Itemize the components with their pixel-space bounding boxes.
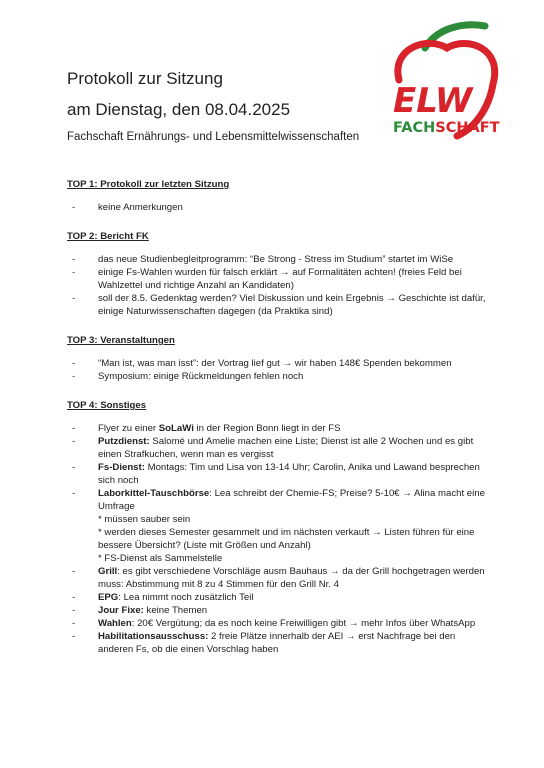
- top-section: [67, 178, 487, 214]
- item-text: : 20€ Vergütung; da es noch keine Freiwilligen gibt → mehr Infos über WhatsApp: [131, 618, 476, 629]
- item-keyword: Habilitationsausschuss:: [98, 631, 209, 642]
- top-item-list: [67, 253, 487, 318]
- list-item: [67, 435, 487, 461]
- top-heading: TOP 2: Bericht FK: [67, 231, 149, 242]
- top-section: [67, 399, 487, 656]
- logo-fach-text: FACH: [393, 120, 436, 136]
- top-heading: TOP 4: Sonstiges: [67, 400, 147, 411]
- list-item: [67, 266, 487, 292]
- list-item: [67, 422, 487, 435]
- list-item: [67, 357, 487, 370]
- list-item: [67, 565, 487, 591]
- logo-schaft-text: SCHAFT: [435, 120, 500, 136]
- item-keyword: Grill: [98, 566, 118, 577]
- item-text: “Man ist, was man isst”: der Vortrag lief gut → wir haben 148€ Spenden bekommen: [98, 358, 452, 369]
- list-item: [67, 487, 487, 565]
- item-text: Salomé und Amelie machen eine Liste; Dienst ist alle 2 Wochen und es gibt einen Strafkuchen, wenn man es vergisst: [98, 436, 474, 460]
- document-title-line1: Protokoll zur Sitzung: [67, 69, 223, 88]
- list-item: [67, 591, 487, 604]
- item-keyword: SoLaWi: [158, 423, 194, 434]
- item-text: das neue Studienbegleitprogramm: “Be Strong - Stress im Studium” startet im WiSe: [98, 254, 454, 265]
- top-section: [67, 230, 487, 318]
- top-item-list: [67, 201, 487, 214]
- top-heading: TOP 3: Veranstaltungen: [67, 335, 175, 346]
- item-keyword: Putzdienst:: [98, 436, 150, 447]
- item-text: Symposium: einige Rückmeldungen fehlen noch: [98, 371, 304, 382]
- item-text: : es gibt verschiedene Vorschläge ausm Bauhaus → da der Grill hochgetragen werden muss: Abstimmung mit 8 zu 4 Stimmen für den Grill Nr. 4: [98, 566, 485, 590]
- item-text: : Lea nimmt noch zusätzlich Teil: [118, 592, 254, 603]
- item-text: soll der 8.5. Gedenktag werden? Viel Diskussion und kein Ergebnis → Geschichte ist dafür, einige Naturwissenschaften dagegen (da Praktika sind): [98, 293, 486, 317]
- item-text: : Lea schreibt der Chemie-FS; Preise? 5-10€ → Alina macht eine Umfrage: [98, 488, 485, 512]
- item-text: Montags: Tim und Lisa von 13-14 Uhr; Carolin, Anika und Lawand besprechen sich noch: [98, 462, 480, 486]
- item-text: 2 freie Plätze innerhalb der AEI → erst Nachfrage bei den anderen Fs, ob die einen Vorschlag haben: [98, 631, 456, 655]
- list-item: [67, 370, 487, 383]
- top-section: [67, 334, 487, 383]
- top-item-list: [67, 357, 487, 383]
- logo-graphic: [385, 18, 503, 140]
- item-text: keine Anmerkungen: [98, 202, 183, 213]
- item-text: keine Themen: [143, 605, 208, 616]
- item-keyword: Laborkittel-Tauschbörse: [98, 488, 210, 499]
- protocol-body: [67, 178, 487, 672]
- list-item: [67, 617, 487, 630]
- list-item: [67, 461, 487, 487]
- list-item: [67, 604, 487, 617]
- document-subtitle: Fachschaft Ernährungs- und Lebensmittelwissenschaften: [67, 131, 360, 143]
- list-item: [67, 630, 487, 656]
- item-keyword: Wahlen: [98, 618, 132, 629]
- top-heading: TOP 1: Protokoll zur letzten Sitzung: [67, 179, 230, 190]
- list-item: [67, 292, 487, 318]
- list-item: [67, 201, 487, 214]
- item-keyword: EPG: [98, 592, 119, 603]
- document-title-line2: am Dienstag, den 08.04.2025: [67, 100, 291, 119]
- item-keyword: Fs-Dienst:: [98, 462, 145, 473]
- svg-text:FACHSCHAFT: [393, 120, 500, 136]
- logo-elw-text: ELW: [393, 81, 473, 121]
- item-text: in der Region Bonn liegt in der FS: [193, 423, 341, 434]
- list-item: [67, 253, 487, 266]
- item-sub-note: * müssen sauber sein: [98, 514, 191, 525]
- item-sub-note: * werden dieses Semester gesammelt und im nächsten verkauft → Listen führen für eine bessere Übersicht? (Liste mit Größen und Anzahl): [98, 527, 475, 551]
- elw-fachschaft-logo: [385, 18, 503, 140]
- item-keyword: Jour Fixe:: [98, 605, 144, 616]
- item-text-prefix: Flyer zu einer: [98, 423, 159, 434]
- item-sub-note: * FS-Dienst als Sammelstelle: [98, 553, 223, 564]
- item-text: einige Fs-Wahlen wurden für falsch erklärt → auf Formalitäten achten! (freies Feld bei Wahlzettel und richtige Anzahl an Kandidaten): [98, 267, 462, 291]
- top-item-list: [67, 422, 487, 656]
